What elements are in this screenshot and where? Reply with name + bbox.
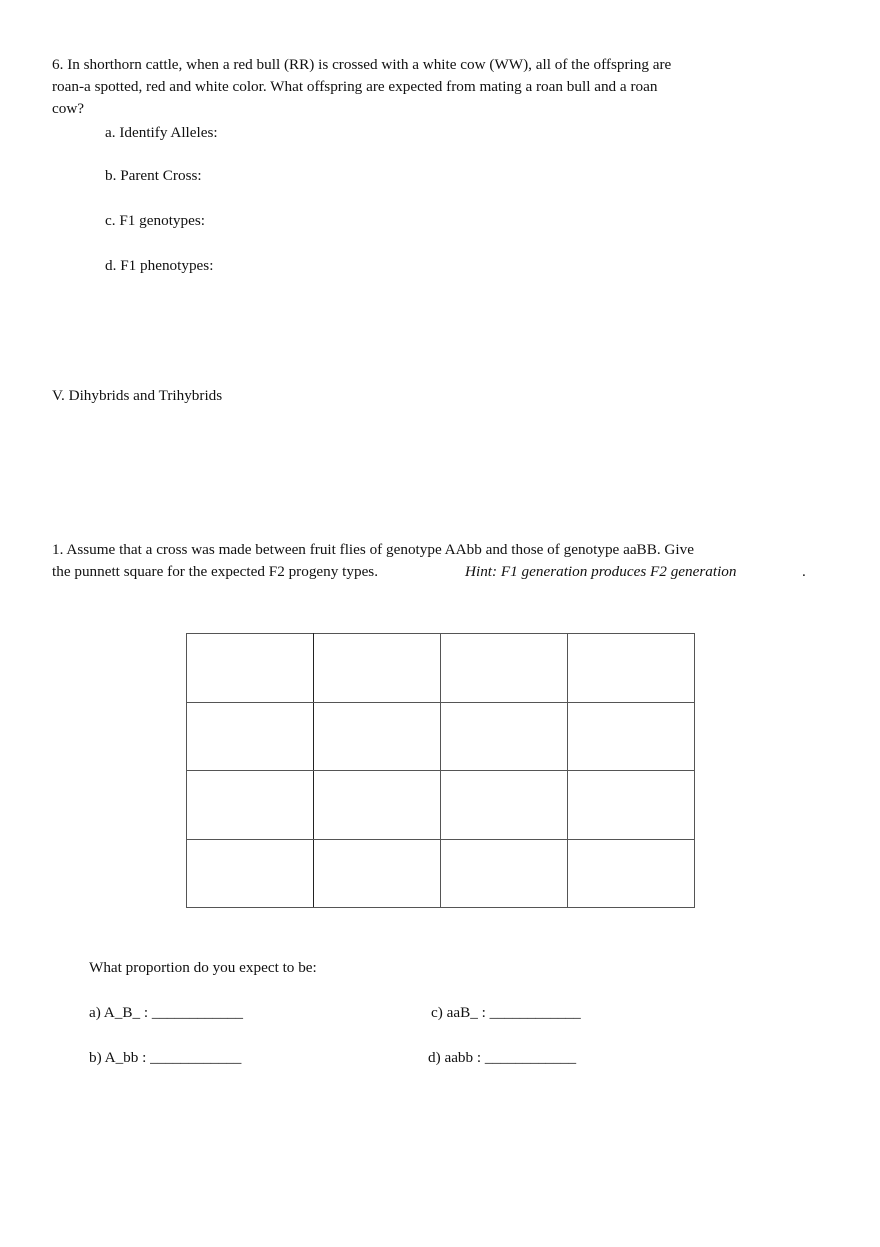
question-6-line-3: cow?: [52, 100, 85, 117]
punnett-cell[interactable]: [187, 702, 314, 771]
punnett-cell[interactable]: [187, 634, 314, 703]
part-d-f1-phenotypes: d. F1 phenotypes:: [105, 257, 214, 274]
table-row: [187, 771, 695, 840]
question-1-line-2: the punnett square for the expected F2 progeny types.: [52, 563, 379, 580]
proportion-prompt: What proportion do you expect to be:: [89, 959, 317, 976]
part-c-f1-genotypes: c. F1 genotypes:: [105, 212, 205, 229]
punnett-cell[interactable]: [314, 771, 441, 840]
punnett-square: [186, 633, 695, 908]
punnett-cell[interactable]: [568, 634, 695, 703]
punnett-cell[interactable]: [441, 771, 568, 840]
punnett-cell[interactable]: [441, 634, 568, 703]
punnett-cell[interactable]: [187, 839, 314, 908]
answer-b[interactable]: b) A_bb : ____________: [89, 1049, 242, 1066]
punnett-cell[interactable]: [314, 634, 441, 703]
question-1-line-1: 1. Assume that a cross was made between fruit flies of genotype AAbb and those of genotype aaBB. Give: [52, 541, 694, 558]
answer-a[interactable]: a) A_B_ : ____________: [89, 1004, 243, 1021]
punnett-cell[interactable]: [568, 839, 695, 908]
part-b-parent-cross: b. Parent Cross:: [105, 167, 202, 184]
question-6-line-2: roan-a spotted, red and white color. What offspring are expected from mating a roan bull and a roan: [52, 78, 658, 95]
answer-c[interactable]: c) aaB_ : ____________: [431, 1004, 581, 1021]
punnett-cell[interactable]: [441, 839, 568, 908]
hint-text: Hint: F1 generation produces F2 generation: [465, 563, 737, 580]
trailing-period: .: [802, 563, 806, 580]
punnett-cell[interactable]: [568, 771, 695, 840]
punnett-cell[interactable]: [568, 702, 695, 771]
part-a-identify-alleles: a. Identify Alleles:: [105, 124, 218, 141]
question-6-line-1: 6. In shorthorn cattle, when a red bull (RR) is crossed with a white cow (WW), all of the offspring are: [52, 56, 672, 73]
answer-d[interactable]: d) aabb : ____________: [428, 1049, 577, 1066]
punnett-cell[interactable]: [187, 771, 314, 840]
punnett-cell[interactable]: [314, 702, 441, 771]
table-row: [187, 702, 695, 771]
punnett-cell[interactable]: [314, 839, 441, 908]
table-row: [187, 839, 695, 908]
table-row: [187, 634, 695, 703]
punnett-cell[interactable]: [441, 702, 568, 771]
section-heading: V. Dihybrids and Trihybrids: [52, 387, 223, 404]
